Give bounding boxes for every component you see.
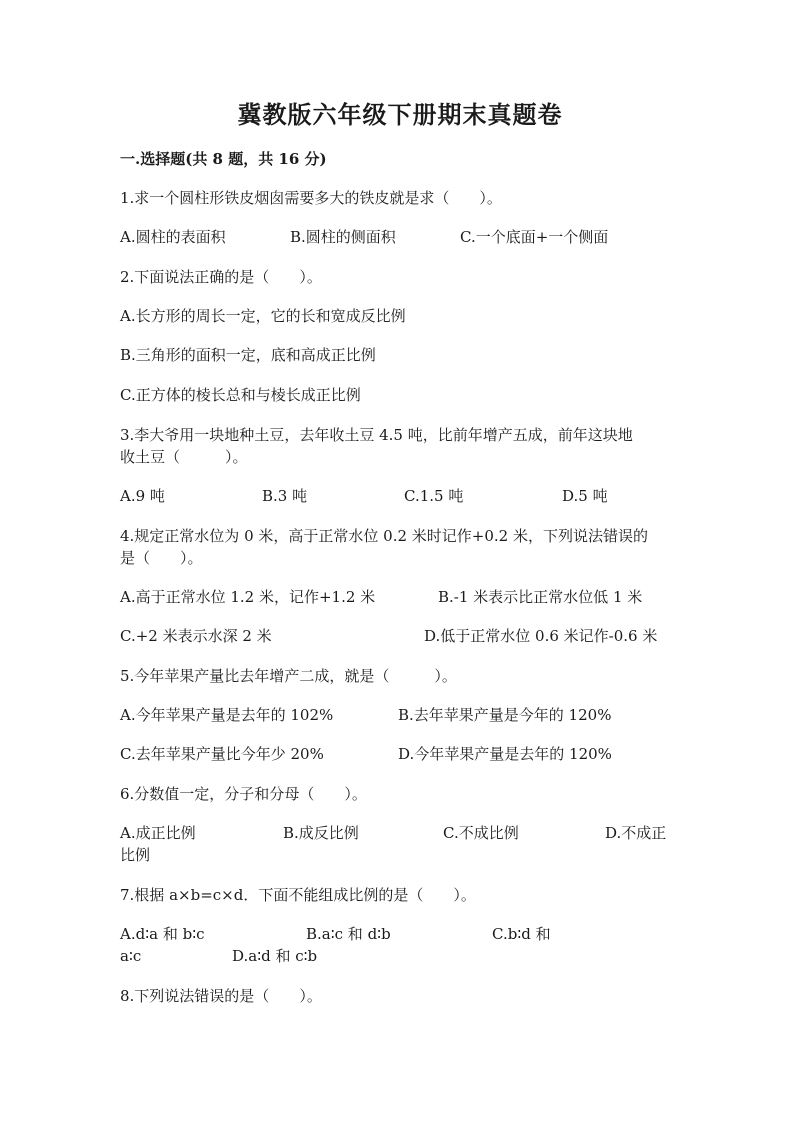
- question-6-stem: 6.分数值一定，分子和分母（ ）。: [120, 785, 367, 803]
- question-5-option-c: C.去年苹果产量比今年少 20%: [120, 745, 324, 763]
- question-5-option-a: A.今年苹果产量是去年的 102%: [120, 706, 334, 724]
- question-2-option-a: A.长方形的周长一定，它的长和宽成反比例: [120, 307, 406, 325]
- question-6-option-c: C.不成比例: [443, 824, 519, 842]
- question-7-option-c-continued: a∶c: [120, 947, 142, 965]
- question-4-option-d: D.低于正常水位 0.6 米记作-0.6 米: [424, 627, 658, 645]
- question-4-stem-line-1: 4.规定正常水位为 0 米，高于正常水位 0.2 米时记作+0.2 米，下列说法错误的: [120, 527, 648, 545]
- question-3-option-b: B.3 吨: [262, 487, 308, 505]
- question-7-option-d: D.a∶d 和 c∶b: [232, 947, 318, 965]
- section-heading: 一.选择题(共 8 题，共 16 分): [120, 150, 327, 168]
- question-4-stem-line-2: 是（ ）。: [120, 549, 203, 567]
- question-1-option-c: C.一个底面+一个侧面: [460, 228, 609, 246]
- question-3-option-d: D.5 吨: [562, 487, 608, 505]
- question-3-stem-line-1: 3.李大爷用一块地种土豆，去年收土豆 4.5 吨，比前年增产五成，前年这块地: [120, 426, 633, 444]
- question-7-stem: 7.根据 a×b=c×d．下面不能组成比例的是（ ）。: [120, 886, 476, 904]
- question-7-option-b: B.a∶c 和 d∶b: [306, 925, 391, 943]
- question-1-option-a: A.圆柱的表面积: [120, 228, 226, 246]
- question-4-option-a: A.高于正常水位 1.2 米，记作+1.2 米: [120, 588, 376, 606]
- question-4-option-c: C.+2 米表示水深 2 米: [120, 627, 272, 645]
- question-2-option-c: C.正方体的棱长总和与棱长成正比例: [120, 386, 361, 404]
- question-8-stem: 8.下列说法错误的是（ ）。: [120, 987, 322, 1005]
- question-7-option-a: A.d∶a 和 b∶c: [120, 925, 205, 943]
- question-5-stem: 5.今年苹果产量比去年增产二成，就是（ ）。: [120, 667, 457, 685]
- question-1-option-b: B.圆柱的侧面积: [290, 228, 396, 246]
- question-3-option-a: A.9 吨: [120, 487, 165, 505]
- question-6-option-a: A.成正比例: [120, 824, 196, 842]
- question-3-option-c: C.1.5 吨: [404, 487, 464, 505]
- question-4-option-b: B.-1 米表示比正常水位低 1 米: [438, 588, 643, 606]
- question-6-option-b: B.成反比例: [283, 824, 359, 842]
- question-5-option-d: D.今年苹果产量是去年的 120%: [398, 745, 612, 763]
- question-2-stem: 2.下面说法正确的是（ ）。: [120, 268, 322, 286]
- question-6-option-d-continued: 比例: [120, 846, 151, 864]
- question-1-stem: 1.求一个圆柱形铁皮烟囱需要多大的铁皮就是求（ ）。: [120, 189, 502, 207]
- question-3-stem-line-2: 收土豆（ ）。: [120, 448, 248, 466]
- question-6-option-d: D.不成正: [605, 824, 667, 842]
- question-2-option-b: B.三角形的面积一定，底和高成正比例: [120, 346, 376, 364]
- question-7-option-c: C.b∶d 和: [492, 925, 551, 943]
- page-title: 冀教版六年级下册期末真题卷: [237, 100, 563, 129]
- question-5-option-b: B.去年苹果产量是今年的 120%: [398, 706, 612, 724]
